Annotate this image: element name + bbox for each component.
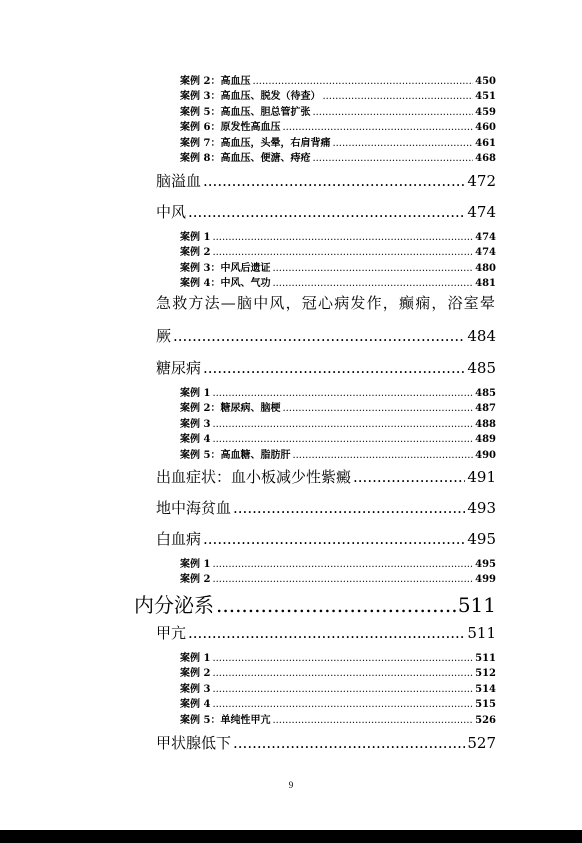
leader-dots <box>233 499 465 517</box>
toc-entry[interactable] <box>156 622 496 644</box>
leader-dots <box>353 468 465 486</box>
leader-dots <box>212 684 473 695</box>
toc-entry[interactable] <box>180 555 496 569</box>
toc-entry[interactable] <box>180 430 496 444</box>
toc-entry[interactable] <box>180 118 496 132</box>
toc-entry-label: 案例 5：单纯性甲亢 <box>180 715 271 726</box>
toc-entry-label: 案例 1 <box>180 388 211 399</box>
toc-entry-label: 案例 6：原发性高血压 <box>180 122 281 133</box>
toc-entry[interactable] <box>180 384 496 398</box>
toc-entry-page: 511 <box>475 653 496 664</box>
toc-entry-page: 485 <box>475 388 496 399</box>
toc-entry[interactable] <box>180 72 496 86</box>
toc-entry-page: 468 <box>475 153 496 164</box>
toc-entry[interactable] <box>180 259 496 273</box>
toc-entry[interactable] <box>180 134 496 148</box>
toc-entry-label: 案例 5：高血压、胆总管扩张 <box>180 107 311 118</box>
toc-entry[interactable] <box>156 357 496 379</box>
toc-entry-label: 案例 5：高血糖、脂肪肝 <box>180 450 291 461</box>
toc-entry-page: 499 <box>475 574 496 585</box>
toc-entry-label: 案例 1 <box>180 559 211 570</box>
leader-dots <box>212 232 473 243</box>
toc-entry-page: 472 <box>467 172 496 190</box>
toc-entry[interactable] <box>134 589 496 617</box>
toc-entry-page: 488 <box>475 419 496 430</box>
toc-entry[interactable] <box>156 466 496 488</box>
leader-dots <box>173 327 465 345</box>
toc-entry-label: 案例 4 <box>180 699 211 710</box>
toc-entry-label: 案例 3：中风后遗证 <box>180 263 271 274</box>
leader-dots <box>282 403 473 414</box>
toc-entry-page: 460 <box>475 122 496 133</box>
toc-entry-page: 451 <box>475 91 496 102</box>
toc-entry[interactable] <box>180 87 496 101</box>
leader-dots <box>322 91 473 102</box>
toc-entry-label: 出血症状：血小板减少性紫癜 <box>156 468 352 486</box>
leader-dots <box>212 574 473 585</box>
toc-entry[interactable] <box>180 228 496 242</box>
toc-entry-label: 地中海贫血 <box>156 499 232 517</box>
toc-entry-label: 案例 2 <box>180 247 211 258</box>
toc-entry-wrapped-line[interactable]: 急救方法—脑中风，冠心病发作，癫痫，浴室晕 <box>156 294 497 312</box>
leader-dots <box>188 624 465 642</box>
toc-entry[interactable] <box>180 446 496 460</box>
toc-entry-page: 495 <box>467 530 496 548</box>
toc-entry-page: 474 <box>467 203 496 221</box>
leader-dots <box>212 699 473 710</box>
leader-dots <box>212 653 473 664</box>
toc-entry-label: 案例 1 <box>180 232 211 243</box>
toc-entry-label: 脑溢血 <box>156 172 202 190</box>
toc-entry-label: 案例 2：糖尿病、脑梗 <box>180 403 281 414</box>
toc-entry[interactable] <box>156 528 496 550</box>
toc-entry[interactable] <box>156 201 496 223</box>
toc-entry-label: 案例 4：中风、气功 <box>180 278 271 289</box>
toc-entry-label: 案例 4 <box>180 434 211 445</box>
toc-entry[interactable] <box>156 732 496 754</box>
leader-dots <box>312 153 473 164</box>
toc-entry-label: 案例 3：高血压、脱发（待查） <box>180 91 321 102</box>
leader-dots <box>212 247 473 258</box>
leader-dots <box>212 388 473 399</box>
leader-dots <box>212 419 473 430</box>
leader-dots <box>188 203 465 221</box>
toc-entry-page: 489 <box>475 434 496 445</box>
leader-dots <box>332 138 473 149</box>
toc-entry[interactable] <box>180 664 496 678</box>
toc-entry-page: 511 <box>457 593 496 617</box>
toc-entry[interactable] <box>180 695 496 709</box>
toc-entry-label: 案例 2 <box>180 668 211 679</box>
toc-entry-page: 490 <box>475 450 496 461</box>
leader-dots <box>312 107 473 118</box>
leader-dots <box>292 450 473 461</box>
toc-entry-page: 526 <box>475 715 496 726</box>
toc-entry-page: 511 <box>467 624 496 642</box>
toc-entry[interactable] <box>180 680 496 694</box>
bottom-border-bar <box>0 830 582 843</box>
toc-entry-label: 糖尿病 <box>156 359 202 377</box>
toc-entry-label: 案例 2：高血压 <box>180 76 251 87</box>
leader-dots <box>252 76 473 87</box>
toc-entry-page: 474 <box>475 247 496 258</box>
toc-entry-page: 515 <box>475 699 496 710</box>
toc-entry-page: 491 <box>467 468 496 486</box>
leader-dots <box>272 715 473 726</box>
toc-entry-label: 甲状腺低下 <box>156 734 232 752</box>
toc-entry[interactable] <box>180 103 496 117</box>
leader-dots <box>272 263 473 274</box>
toc-entry-label: 白血病 <box>156 530 202 548</box>
toc-entry-label: 案例 8：高血压、便溏、痔疮 <box>180 153 311 164</box>
leader-dots <box>282 122 473 133</box>
toc-entry-label: 案例 3 <box>180 419 211 430</box>
toc-entry-label: 甲亢 <box>156 624 187 642</box>
toc-entry[interactable] <box>156 497 496 519</box>
toc-entry-page: 487 <box>475 403 496 414</box>
leader-dots <box>203 172 465 190</box>
toc-entry[interactable] <box>180 649 496 663</box>
toc-entry-page: 512 <box>475 668 496 679</box>
toc-entry-page: 484 <box>467 327 496 345</box>
toc-entry-page: 493 <box>467 499 496 517</box>
toc-entry-page: 527 <box>467 734 496 752</box>
page-number: 9 <box>288 780 294 790</box>
toc-entry-page: 480 <box>475 263 496 274</box>
toc-entry[interactable] <box>180 711 496 725</box>
toc-entry-page: 450 <box>475 76 496 87</box>
toc-entry[interactable] <box>180 415 496 429</box>
toc-entry-page: 461 <box>475 138 496 149</box>
toc-entry[interactable] <box>180 243 496 257</box>
leader-dots <box>203 530 465 548</box>
toc-entry-page: 459 <box>475 107 496 118</box>
toc-entry[interactable] <box>156 325 496 347</box>
toc-entry-label: 案例 1 <box>180 653 211 664</box>
toc-entry-page: 481 <box>475 278 496 289</box>
toc-entry-label: 内分泌系 <box>134 593 214 617</box>
toc-entry-page: 474 <box>475 232 496 243</box>
toc-entry[interactable] <box>180 274 496 288</box>
toc-entry-page: 495 <box>475 559 496 570</box>
leader-dots <box>212 434 473 445</box>
leader-dots <box>212 668 473 679</box>
leader-dots <box>216 593 456 617</box>
toc-entry[interactable] <box>180 570 496 584</box>
toc-entry-label: 厥 <box>156 327 172 345</box>
toc-entry-page: 514 <box>475 684 496 695</box>
leader-dots <box>203 359 465 377</box>
toc-entry-label: 案例 3 <box>180 684 211 695</box>
leader-dots <box>233 734 465 752</box>
toc-entry-label: 中风 <box>156 203 187 221</box>
toc-entry-label: 案例 2 <box>180 574 211 585</box>
toc-entry[interactable] <box>156 170 496 192</box>
toc-entry-page: 485 <box>467 359 496 377</box>
leader-dots <box>272 278 473 289</box>
toc-entry-label: 案例 7：高血压，头晕，右肩背痛 <box>180 138 331 149</box>
leader-dots <box>212 559 473 570</box>
toc-entry[interactable] <box>180 149 496 163</box>
toc-entry[interactable] <box>180 399 496 413</box>
